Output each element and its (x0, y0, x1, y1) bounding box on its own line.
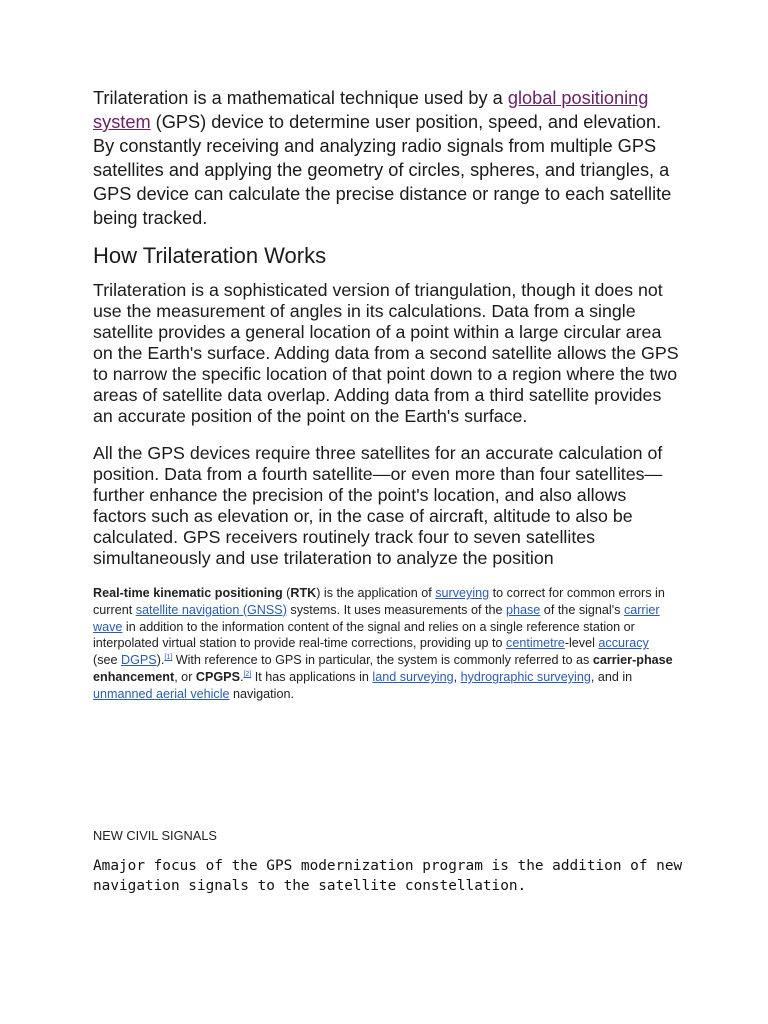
rtk-text: to correct for common errors in current (93, 586, 665, 617)
rtk-text: It has applications in (251, 669, 373, 684)
rtk-text: , and in (590, 669, 633, 684)
accuracy-link[interactable]: accuracy (598, 636, 649, 651)
centimetre-link[interactable]: centimetre (506, 636, 565, 651)
rtk-text: systems. It uses measurements of the (286, 602, 506, 617)
uav-link[interactable]: unmanned aerial vehicle (93, 686, 230, 701)
land-surveying-link[interactable]: land surveying (372, 669, 454, 684)
rtk-text: in addition to the information content of the signal and relies on a single reference station or interpolated virtual station to provide real-time corrections, providing up to (93, 619, 635, 651)
rtk-text: ) is the application of (316, 586, 436, 600)
cpgps-term: CPGPS (195, 669, 240, 684)
document-body (93, 86, 683, 703)
rtk-text: , (453, 669, 461, 684)
dgps-link[interactable]: DGPS (121, 653, 157, 668)
rtk-text: (see (93, 653, 121, 668)
reference-2-link[interactable]: [2] (243, 670, 252, 678)
rtk-text: -level (564, 636, 599, 651)
rtk-paragraph (93, 585, 673, 703)
rtk-text: , or (174, 669, 196, 684)
rtk-text: With reference to GPS in particular, the system is commonly referred to as (172, 653, 593, 668)
global-positioning-system-link[interactable]: global positioning system (93, 88, 649, 132)
intro-text-before: Trilateration is a mathematical technique used by a (93, 88, 508, 108)
civil-signals-label: NEW CIVIL SIGNALS (93, 828, 217, 843)
gnss-link[interactable]: satellite navigation (GNSS) (135, 602, 287, 617)
rtk-text: ( (282, 586, 291, 600)
carrier-wave-link[interactable]: carrier wave (93, 602, 660, 634)
hydrographic-surveying-link[interactable]: hydrographic surveying (460, 669, 591, 684)
carrier-phase-term: carrier-phase enhancement (93, 653, 673, 684)
rtk-text: of the signal's (540, 602, 624, 617)
phase-link[interactable]: phase (505, 602, 541, 617)
section-heading: How Trilateration Works (93, 243, 327, 268)
reference-1-link[interactable]: [1] (164, 654, 173, 661)
rtk-text: navigation. (229, 686, 294, 701)
rtk-term: Real-time kinematic positioning (93, 586, 283, 600)
rtk-abbr: RTK (290, 586, 317, 600)
intro-text-after: (GPS) device to determine user position, speed, and elevation. By constantly receiving and analyzing radio signals from multiple GPS satellites and applying the geometry of circles, spheres, and triangles, a GPS device can calculate the precise distance or range to each satellite being tracked. (93, 112, 672, 228)
rtk-text: ). (156, 653, 165, 668)
civil-signals-paragraph: Amajor focus of the GPS modernization program is the addition of new navigation signals to the satellite constellation. (93, 858, 683, 894)
surveying-link[interactable]: surveying (435, 586, 490, 600)
trilateration-paragraph: Trilateration is a sophisticated version of triangulation, though it does not use the measurement of angles in its calculations. Data from a single satellite provides a general location of a point within a large circular area on the Earth's surface. Adding data from a second satellite allows the GPS to narrow the specific location of that point down to a region where the two areas of satellite data overlap. Adding data from a third satellite provides an accurate position of the point on the Earth's surface. (93, 280, 679, 426)
rtk-text: . (239, 669, 244, 684)
gps-devices-paragraph: All the GPS devices require three satellites for an accurate calculation of position. Data from a fourth satellite—or even more than four satellites—further enhance the precision of the point's location, and also allows factors such as elevation or, in the case of aircraft, altitude to also be calculated. GPS receivers routinely track four to seven satellites simultaneously and use trilateration to analyze the position (93, 443, 663, 568)
intro-paragraph (93, 86, 683, 230)
